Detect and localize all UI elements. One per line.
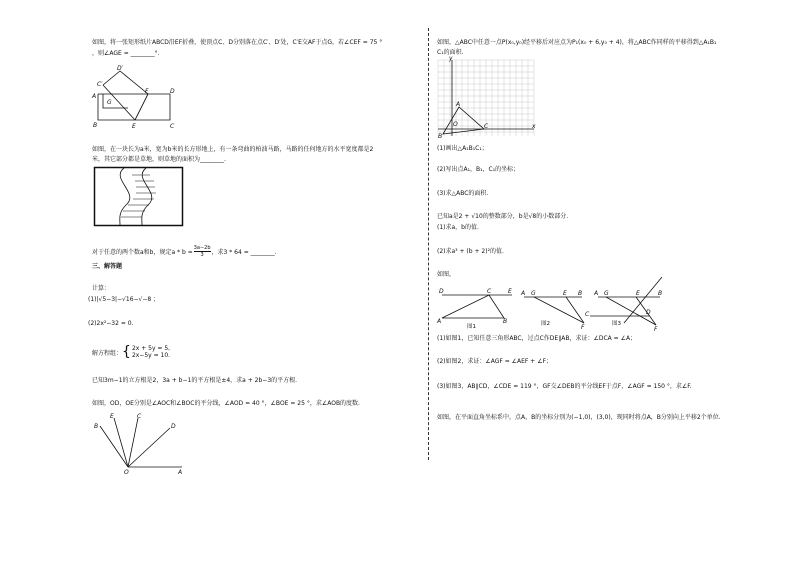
q4-item1: (1)|√5−3|−√16−√−8 ； (88, 296, 160, 303)
q5-equations (132, 345, 170, 359)
fig-label: D (170, 88, 175, 95)
fig-label: E (563, 290, 567, 297)
q8-item1: (1)画出△A₁B₁C₁； (437, 145, 488, 152)
fig-label: A (437, 318, 442, 325)
fig-label: G (604, 290, 609, 297)
fig-label: D (171, 423, 176, 430)
fig-label: D (439, 288, 444, 295)
q9-item2: (2)求a³ + (b + 2)²的值. (437, 248, 504, 255)
fig-label: B (93, 122, 98, 129)
fig-label: B (578, 290, 583, 297)
q1-text-line2: ，则∠AGE = ________°. (92, 50, 160, 57)
fig-label: B (438, 133, 443, 140)
q10-item3: (3)如图3，AB∥CD，∠CDE = 119 °，GF交∠DEB的平分线EF于点F，∠AGF = 150 °，求∠F. (437, 383, 692, 390)
q3-suffix: ，求3 * 64 = ________. (211, 248, 277, 256)
q8-text-line1: 如图，△ABC中任意一点P(x₀,y₀)经平移后对应点为P₁(x₀ + 6,y₀ + 4)，将△ABC作同样的平移得到△A₁B₁ (437, 39, 717, 46)
q7-text: 如图，OD，OE分别是∠AOC和∠BOC的平分线，∠AOD = 40 °，∠BOE = 25 °，求∠AOB的度数. (92, 400, 360, 407)
figure-caption: 图2 (541, 321, 550, 327)
q11-text: 如图，在平面直角坐标系中，点A，B的坐标分别为(−1,0)，(3,0)，现同时将点A，B分别向上平移2个单位. (437, 414, 721, 421)
q3-line (92, 243, 277, 259)
fig-label: O (453, 121, 458, 128)
fig-label: C (585, 311, 590, 318)
q9-item1: (1)求a，b的值. (437, 224, 479, 231)
q10-figures (436, 283, 676, 331)
q2-text-line1: 如图，在一块长为a米，宽为b米的长方形地上，有一条弯曲的柏油马路，马路的任何地方的水平宽度都是2 (92, 146, 374, 153)
q5-eq1: 2x + 5y = 5, (131, 345, 171, 352)
q8-coordinate-grid (436, 55, 536, 140)
q1-folded-rectangle-figure (90, 62, 185, 132)
column-divider (428, 28, 429, 460)
q3-fraction-denominator: 3 (200, 251, 204, 258)
fig-label: x (532, 123, 536, 130)
fig-label: A (92, 93, 97, 100)
q2-road-figure (94, 167, 184, 227)
fig-label: B (503, 318, 508, 325)
fig-label: D′ (117, 65, 123, 72)
q8-text-line2: C₁的面积. (437, 49, 464, 56)
q5-line (92, 345, 170, 359)
fig-label: C (170, 123, 175, 130)
q10-item1: (1)如图1，已知任意三角形ABC，过点C作DE∥AB，求证：∠DCA = ∠A； (437, 335, 637, 342)
fig-label: B (658, 290, 663, 297)
q9-text: 已知a是2 + √10的整数部分，b是√8的小数部分. (437, 213, 569, 220)
q5-label: 解方程组： (92, 349, 123, 357)
figure-caption: 图1 (467, 324, 476, 330)
q2-text-line2: 米，其它部分都是草地，则草地的面积为________. (92, 156, 226, 163)
fig-label: C′ (97, 81, 103, 88)
fig-label: A (456, 101, 461, 108)
q3-prefix: 对于任意的两个数a和b，规定a * b = (92, 248, 193, 256)
fig-label: F (145, 88, 149, 95)
q1-text-line1: 如图，将一张矩形纸片ABCD沿EF折叠，使顶点C、D分别落在点C′、D′处，C′E交AF于点G，若∠CEF = 75 ° (92, 39, 383, 46)
fig-label: A (521, 290, 526, 297)
q5-brace: { (122, 344, 131, 360)
fig-label: D (646, 309, 651, 316)
q4-title: 计算： (92, 285, 111, 292)
q3-fraction-numerator: 3a−2b (193, 244, 211, 251)
q3-fraction (194, 245, 211, 258)
fig-label: G (531, 290, 536, 297)
q6-text: 已知3m−1的立方根是2，3a + b−1的平方根是±4，求a + 2b−3的平方根. (92, 377, 298, 384)
figure-caption: 图3 (612, 321, 621, 327)
fig-label: A (594, 290, 599, 297)
fig-label: F (581, 324, 585, 331)
fig-label: C (487, 288, 492, 295)
fig-label: A (178, 469, 183, 476)
fig-label: C (484, 123, 489, 130)
fig-label: E (132, 123, 136, 130)
fig-label: G (107, 99, 112, 106)
q5-eq2: 2x−5y = 10. (131, 352, 171, 359)
q8-item3: (3)求△ABC的面积. (437, 190, 489, 197)
fig-label: y (449, 55, 453, 62)
fig-label: E (636, 290, 640, 297)
fig-label: C (137, 413, 142, 420)
q7-angle-figure (94, 414, 189, 474)
fig-label: E (508, 288, 512, 295)
q10-item2: (2)如图2，求证：∠AGF = ∠AEF + ∠F； (437, 358, 553, 365)
fig-label: F (654, 326, 658, 333)
section-title: 三、解答题 (92, 263, 123, 270)
q8-item2: (2)写出点A₁，B₁，C₁的坐标； (437, 166, 520, 173)
q10-intro: 如图， (437, 271, 456, 278)
fig-label: O (124, 469, 129, 476)
q4-item2: (2)2x²−32 = 0. (88, 320, 134, 327)
fig-label: B (94, 423, 99, 430)
fig-label: E (110, 413, 114, 420)
